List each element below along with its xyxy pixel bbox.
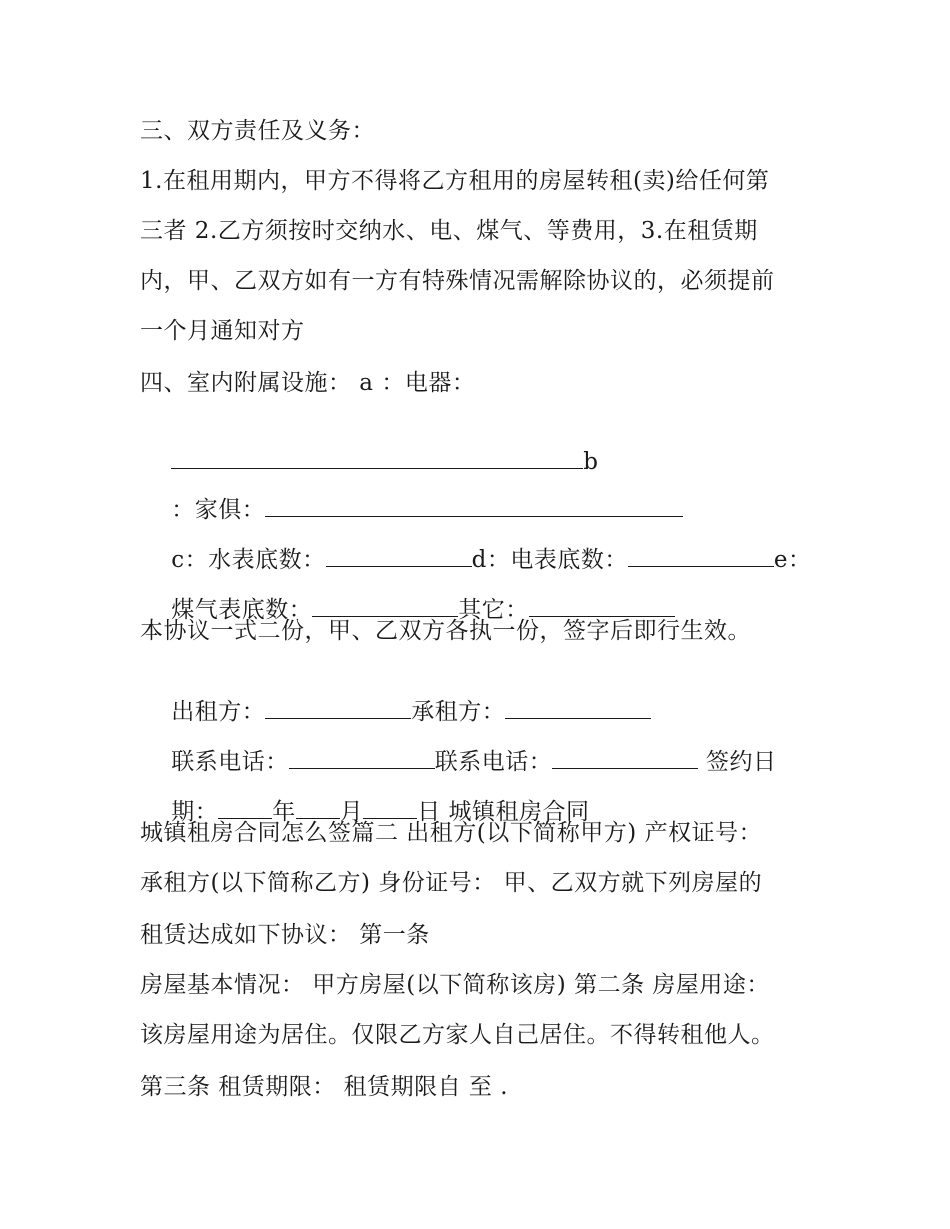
item-e-label: e： — [773, 547, 812, 573]
other-label: 其它： — [458, 597, 529, 623]
other-blank[interactable] — [529, 594, 675, 617]
paragraph-line: 内，甲、乙双方如有一方有特殊情况需解除协议的，必须提前 — [140, 268, 775, 294]
paragraph-line: 三者 2.乙方须按时交纳水、电、煤气、等费用，3.在租赁期 — [140, 218, 758, 244]
month-blank[interactable] — [296, 796, 340, 819]
paragraph-line: 1.在租用期内，甲方不得将乙方租用的房屋转租(卖)给任何第 — [140, 168, 770, 194]
year-label: 年 — [272, 799, 296, 825]
paragraph-line: 承租方(以下简称乙方) 身份证号： 甲、乙双方就下列房屋的 — [140, 870, 763, 896]
item-b-label: b — [583, 449, 599, 475]
landlord-label: 出租方： — [171, 699, 266, 725]
date-prefix: 期： — [171, 799, 219, 825]
section-four-heading: 四、室内附属设施： a ：电器： — [140, 370, 476, 396]
paragraph-line: 该房屋用途为居住。仅限乙方家人自己居住。不得转租他人。 — [140, 1022, 775, 1048]
section-three-heading: 三、双方责任及义务： — [140, 118, 375, 144]
agreement-copies-line: 本协议一式二份，甲、乙双方各执一份，签字后即行生效。 — [140, 618, 751, 644]
paragraph-line: 租赁达成如下协议： 第一条 — [140, 922, 430, 948]
month-label: 月 — [339, 799, 364, 825]
landlord-phone-label: 联系电话： — [171, 749, 289, 775]
tenant-phone-label: 联系电话： — [434, 749, 553, 775]
electric-meter-label: d：电表底数： — [471, 547, 628, 573]
paragraph-line: 城镇租房合同怎么签篇二 出租方(以下简称甲方) 产权证号： — [140, 820, 763, 846]
sign-date-label: 签约日 — [698, 749, 777, 775]
paragraph-line: 一个月通知对方 — [140, 318, 305, 344]
paragraph-line: 第三条 租赁期限： 租赁期限自 至 . — [140, 1074, 509, 1100]
day-blank[interactable] — [363, 796, 417, 819]
paragraph-line: 房屋基本情况： 甲方房屋(以下简称该房) 第二条 房屋用途： — [140, 972, 770, 998]
gas-meter-blank[interactable] — [312, 594, 458, 617]
tenant-label: 承租方： — [411, 699, 506, 725]
gas-meter-label: 煤气表底数： — [171, 597, 313, 623]
year-blank[interactable] — [218, 796, 272, 819]
water-meter-label: c：水表底数： — [171, 547, 326, 573]
furniture-label: ：家俱： — [171, 497, 266, 523]
day-label: 日 城镇租房合同 — [417, 799, 590, 825]
